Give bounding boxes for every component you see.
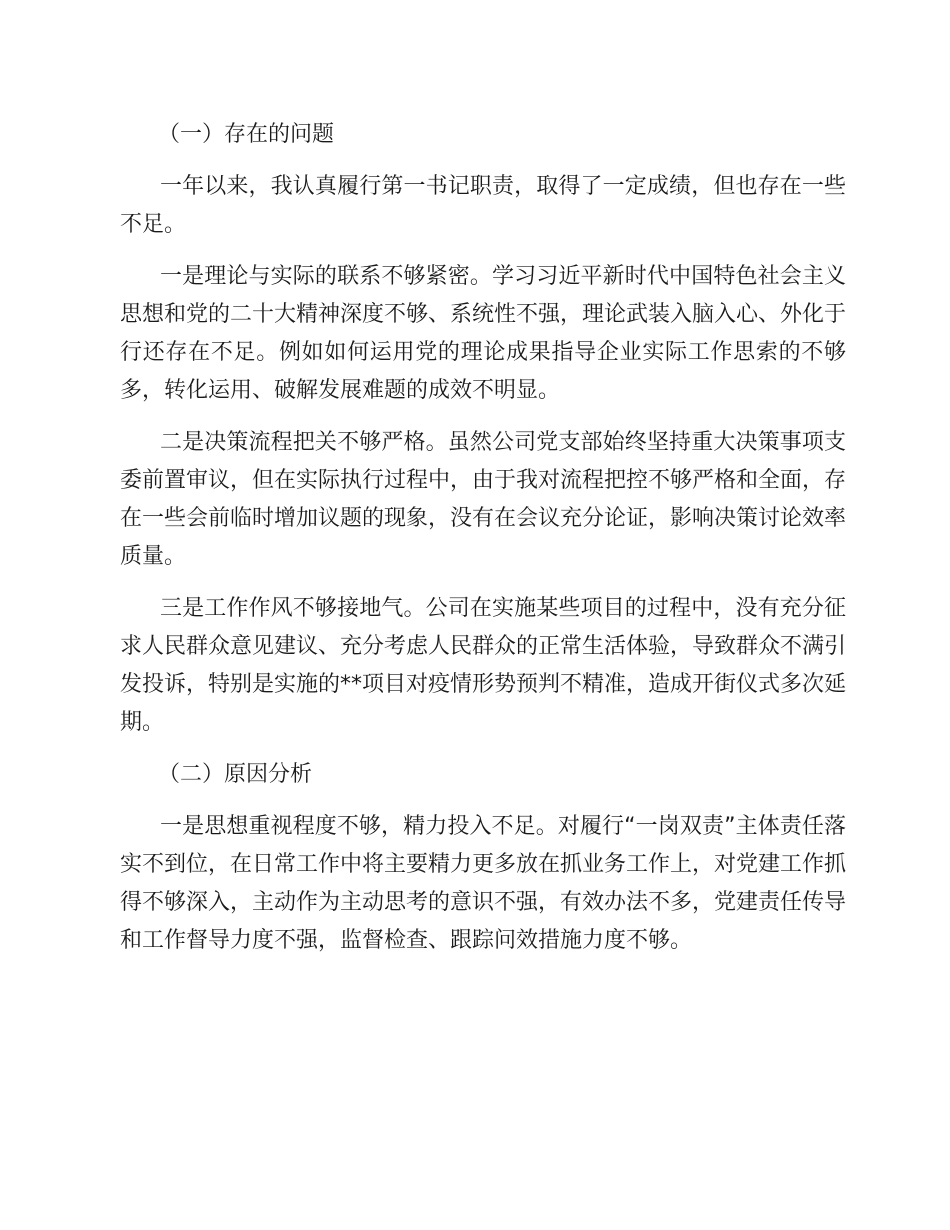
section-heading-problems: （一）存在的问题 — [158, 122, 335, 147]
paragraph-intro: 一年以来，我认真履行第一书记职责，取得了一定成绩，但也存在一些不足。 — [120, 174, 846, 237]
paragraph-cause-thinking: 一是思想重视程度不够，精力投入不足。对履行“一岗双责”主体责任落实不到位，在日常工作中将主要精力更多放在抓业务工作上，对党建工作抓得不够深入，主动作为主动思考的意识不强，有效办法不多，党建责任传导和工作督导力度不强，监督检查、跟踪问效措施力度不够。 — [120, 814, 847, 953]
paragraph-theory-practice: 一是理论与实际的联系不够紧密。学习习近平新时代中国特色社会主义思想和党的二十大精神深度不够、系统性不强，理论武装入脑入心、外化于行还存在不足。例如如何运用党的理论成果指导企业实际工作思索的不够多，转化运用、破解发展难题的成效不明显。 — [120, 264, 847, 403]
section-heading-causes: （二）原因分析 — [158, 762, 313, 787]
paragraph-decision-process: 二是决策流程把关不够严格。虽然公司党支部始终坚持重大决策事项支委前置审议，但在实际执行过程中，由于我对流程把控不够严格和全面，存在一些会前临时增加议题的现象，没有在会议充分论证，影响决策讨论效率质量。 — [120, 430, 847, 569]
document-body — [120, 116, 846, 974]
paragraph-work-style: 三是工作作风不够接地气。公司在实施某些项目的过程中，没有充分征求人民群众意见建议、充分考虑人民群众的正常生活体验，导致群众不满引发投诉，特别是实施的**项目对疫情形势预判不精准，造成开街仪式多次延期。 — [120, 596, 847, 735]
